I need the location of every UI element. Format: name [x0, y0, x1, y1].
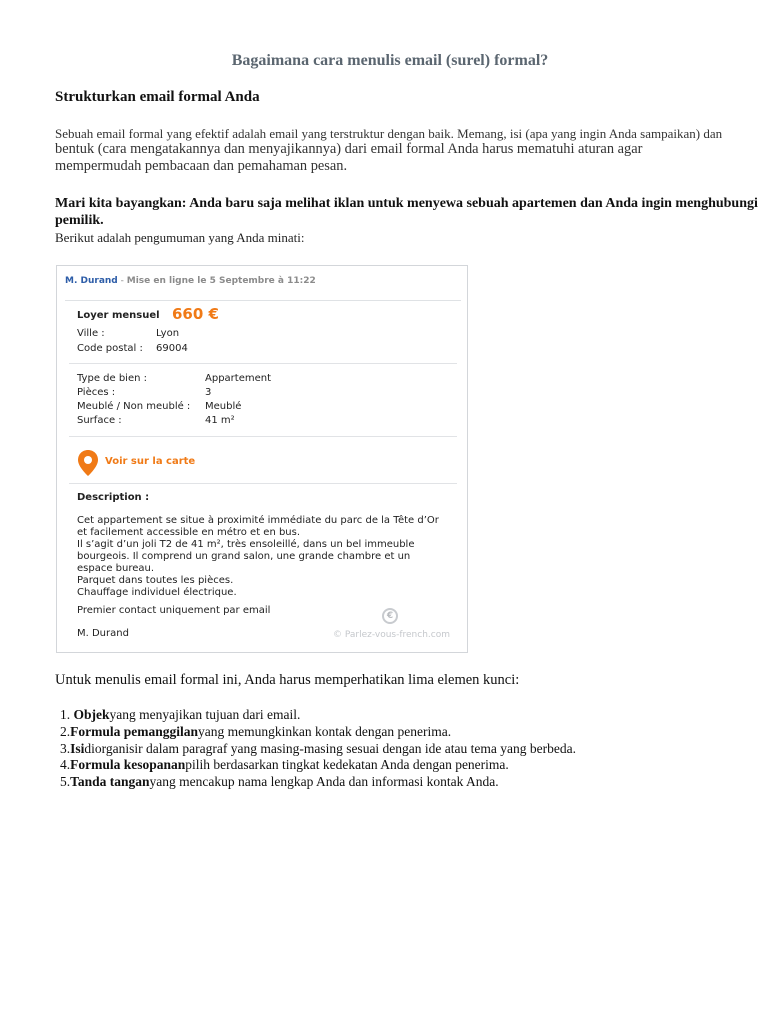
description-signature: M. Durand	[77, 628, 129, 639]
map-pin-icon[interactable]	[77, 449, 99, 477]
intro-paragraph-line-3: mempermudah pembacaan dan pemahaman pesan.	[55, 158, 348, 174]
list-item-term: Formula kesopanan	[70, 757, 186, 773]
divider	[69, 363, 457, 364]
divider	[69, 436, 457, 437]
surface-label: Surface :	[77, 415, 122, 426]
pieces-label: Pièces :	[77, 387, 116, 398]
list-item	[60, 757, 760, 774]
meuble-value: Meublé	[205, 401, 242, 412]
list-item	[60, 741, 760, 758]
list-item-text: diorganisir dalam paragraf yang masing-masing sesuai dengan ide atau tema yang berbeda.	[84, 740, 576, 756]
price-value: 660 €	[172, 305, 219, 323]
list-item-text: pilih berdasarkan tingkat kedekatan Anda dengan penerima.	[185, 757, 509, 773]
code-postal-value: 69004	[156, 343, 188, 354]
intro-paragraph-line-1: Sebuah email formal yang efektif adalah email yang terstruktur dengan baik. Memang, isi (apa yang ingin Anda sampaikan) dan	[55, 126, 723, 141]
list-item-term: Formula pemanggilan	[70, 723, 199, 739]
ville-value: Lyon	[156, 328, 180, 339]
list-item	[60, 707, 760, 724]
list-item-term: Objek	[73, 707, 110, 722]
description-line: Parquet dans toutes les pièces.	[77, 575, 234, 586]
listing-separator: -	[117, 276, 127, 286]
description-line: Il s’agit d’un joli T2 de 41 m², très ensoleillé, dans un bel immeuble	[77, 539, 415, 550]
description-line: Premier contact uniquement par email	[77, 605, 271, 616]
description-line: bourgeois. Il comprend un grand salon, une grande chambre et un	[77, 551, 411, 562]
price-label: Loyer mensuel	[77, 310, 160, 321]
scenario-paragraph	[55, 195, 760, 229]
list-item-number: 4.	[60, 757, 71, 773]
listing-card	[56, 265, 468, 653]
watermark-text: © Parlez-vous-french.com	[333, 630, 450, 640]
watermark	[333, 608, 463, 648]
code-postal-label: Code postal :	[77, 343, 143, 354]
list-item-number: 5.	[60, 774, 71, 790]
description-label: Description :	[77, 492, 150, 503]
type-label: Type de bien :	[77, 373, 147, 384]
list-item-term: Isi	[70, 740, 85, 756]
listing-posted-date: Mise en ligne le 5 Septembre à 11:22	[126, 276, 316, 286]
description-line: espace bureau.	[77, 563, 155, 574]
description-line: et facilement accessible en métro et en bus.	[77, 527, 301, 538]
intro-paragraph	[55, 126, 755, 175]
listing-header	[65, 276, 461, 301]
watermark-seal-icon: €	[382, 608, 398, 624]
description-line: Cet appartement se situe à proximité immédiate du parc de la Tête d’Or	[77, 515, 439, 526]
elements-intro: Untuk menulis email formal ini, Anda harus memperhatikan lima elemen kunci:	[55, 672, 520, 688]
divider	[69, 483, 457, 484]
pieces-value: 3	[205, 387, 212, 398]
list-item	[60, 724, 760, 741]
key-elements-list	[60, 707, 760, 791]
page-title: Bagaimana cara menulis email (surel) formal?	[231, 52, 549, 69]
list-item-number: 2.	[60, 723, 71, 739]
section-heading: Strukturkan email formal Anda	[55, 89, 260, 105]
scenario-line-1: Mari kita bayangkan: Anda baru saja melihat iklan untuk menyewa sebuah apartemen dan Anda ingin menghubungi	[55, 196, 758, 211]
surface-value: 41 m²	[205, 415, 235, 426]
list-item-term: Tanda tangan	[70, 774, 150, 790]
view-on-map-link[interactable]: Voir sur la carte	[105, 456, 196, 467]
scenario-line-2: pemilik.	[55, 213, 104, 228]
list-item-text: yang mencakup nama lengkap Anda dan informasi kontak Anda.	[149, 774, 499, 790]
listing-intro: Berikut adalah pengumuman yang Anda minati:	[55, 230, 305, 245]
ville-label: Ville :	[77, 328, 105, 339]
meuble-label: Meublé / Non meublé :	[77, 401, 191, 412]
list-item-number: 1.	[60, 707, 74, 722]
list-item-number: 3.	[60, 740, 71, 756]
type-value: Appartement	[205, 373, 272, 384]
list-item-text: yang memungkinkan kontak dengan penerima.	[198, 723, 452, 739]
intro-paragraph-line-2: bentuk (cara mengatakannya dan menyajikannya) dari email formal Anda harus mematuhi aturan agar	[55, 141, 643, 157]
list-item-text: yang menyajikan tujuan dari email.	[109, 707, 301, 722]
description-line: Chauffage individuel électrique.	[77, 587, 237, 598]
list-item	[60, 774, 760, 791]
listing-author[interactable]: M. Durand	[65, 276, 118, 286]
